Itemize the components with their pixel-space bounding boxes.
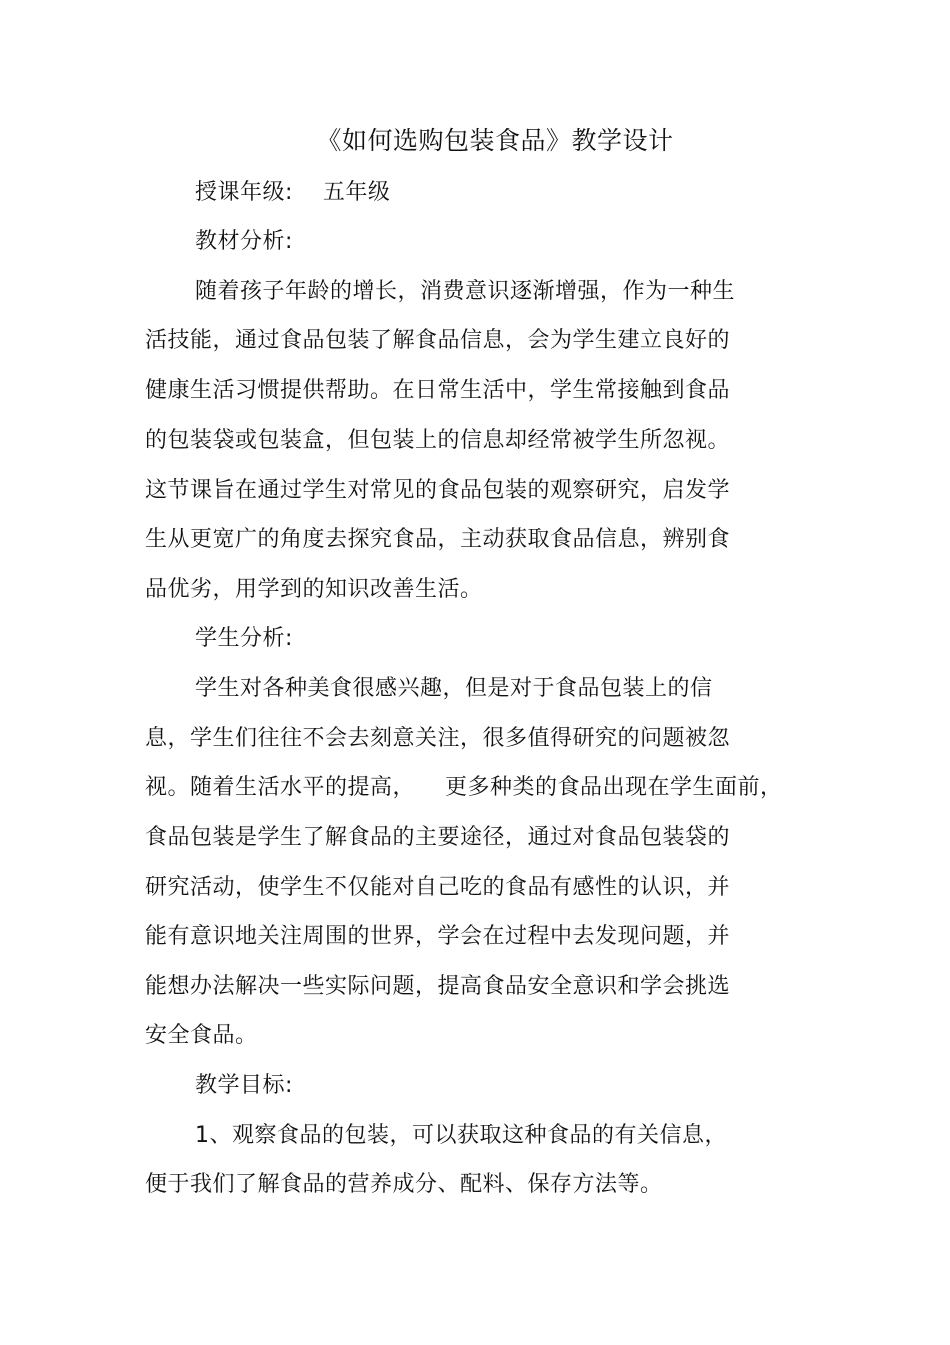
paragraph-line: 1、观察食品的包装，可以获取这种食品的有关信息， [195, 1123, 727, 1148]
paragraph-line: 研究活动，使学生不仅能对自己吃的食品有感性的认识，并 [145, 875, 731, 900]
grade-label: 授课年级: [195, 180, 293, 205]
paragraph-line [145, 773, 783, 803]
grade-value: 五年级 [322, 180, 391, 205]
section-heading-student-analysis: 学生分析: [195, 626, 293, 651]
section-heading-textbook-analysis: 教材分析: [195, 229, 293, 254]
paragraph-line: 息，学生们往往不会去刻意关注，很多值得研究的问题被忽 [145, 726, 731, 751]
paragraph-line: 安全食品。 [145, 1023, 258, 1048]
paragraph-segment: 更多种类的食品出现在学生面前， [445, 775, 783, 800]
paragraph-segment: 视。随着生活水平的提高， [145, 775, 416, 800]
paragraph-line: 便于我们了解食品的营养成分、配料、保存方法等。 [145, 1172, 663, 1197]
paragraph-line: 活技能，通过食品包装了解食品信息，会为学生建立良好的 [145, 328, 731, 353]
paragraph-line: 食品包装是学生了解食品的主要途径，通过对食品包装袋的 [145, 825, 731, 850]
paragraph-line: 能想办法解决一些实际问题，提高食品安全意识和学会挑选 [145, 974, 731, 999]
paragraph-line: 这节课旨在通过学生对常见的食品包装的观察研究，启发学 [145, 478, 731, 503]
paragraph-line: 随着孩子年龄的增长，消费意识逐渐增强，作为一种生 [195, 279, 736, 304]
paragraph-line: 生从更宽广的角度去探究食品，主动获取食品信息，辨别食 [145, 527, 731, 552]
paragraph-line: 能有意识地关注周围的世界，学会在过程中去发现问题，并 [145, 924, 731, 949]
paragraph-line: 健康生活习惯提供帮助。在日常生活中，学生常接触到食品 [145, 378, 731, 403]
grade-row [195, 178, 390, 208]
section-heading-teaching-goals: 教学目标: [195, 1073, 293, 1098]
document-title: 《如何选购包装食品》教学设计 [316, 126, 674, 155]
paragraph-line: 的包装袋或包装盒，但包装上的信息却经常被学生所忽视。 [145, 428, 731, 453]
paragraph-line: 学生对各种美食很感兴趣，但是对于食品包装上的信 [195, 676, 713, 701]
paragraph-line: 品优劣，用学到的知识改善生活。 [145, 577, 483, 602]
